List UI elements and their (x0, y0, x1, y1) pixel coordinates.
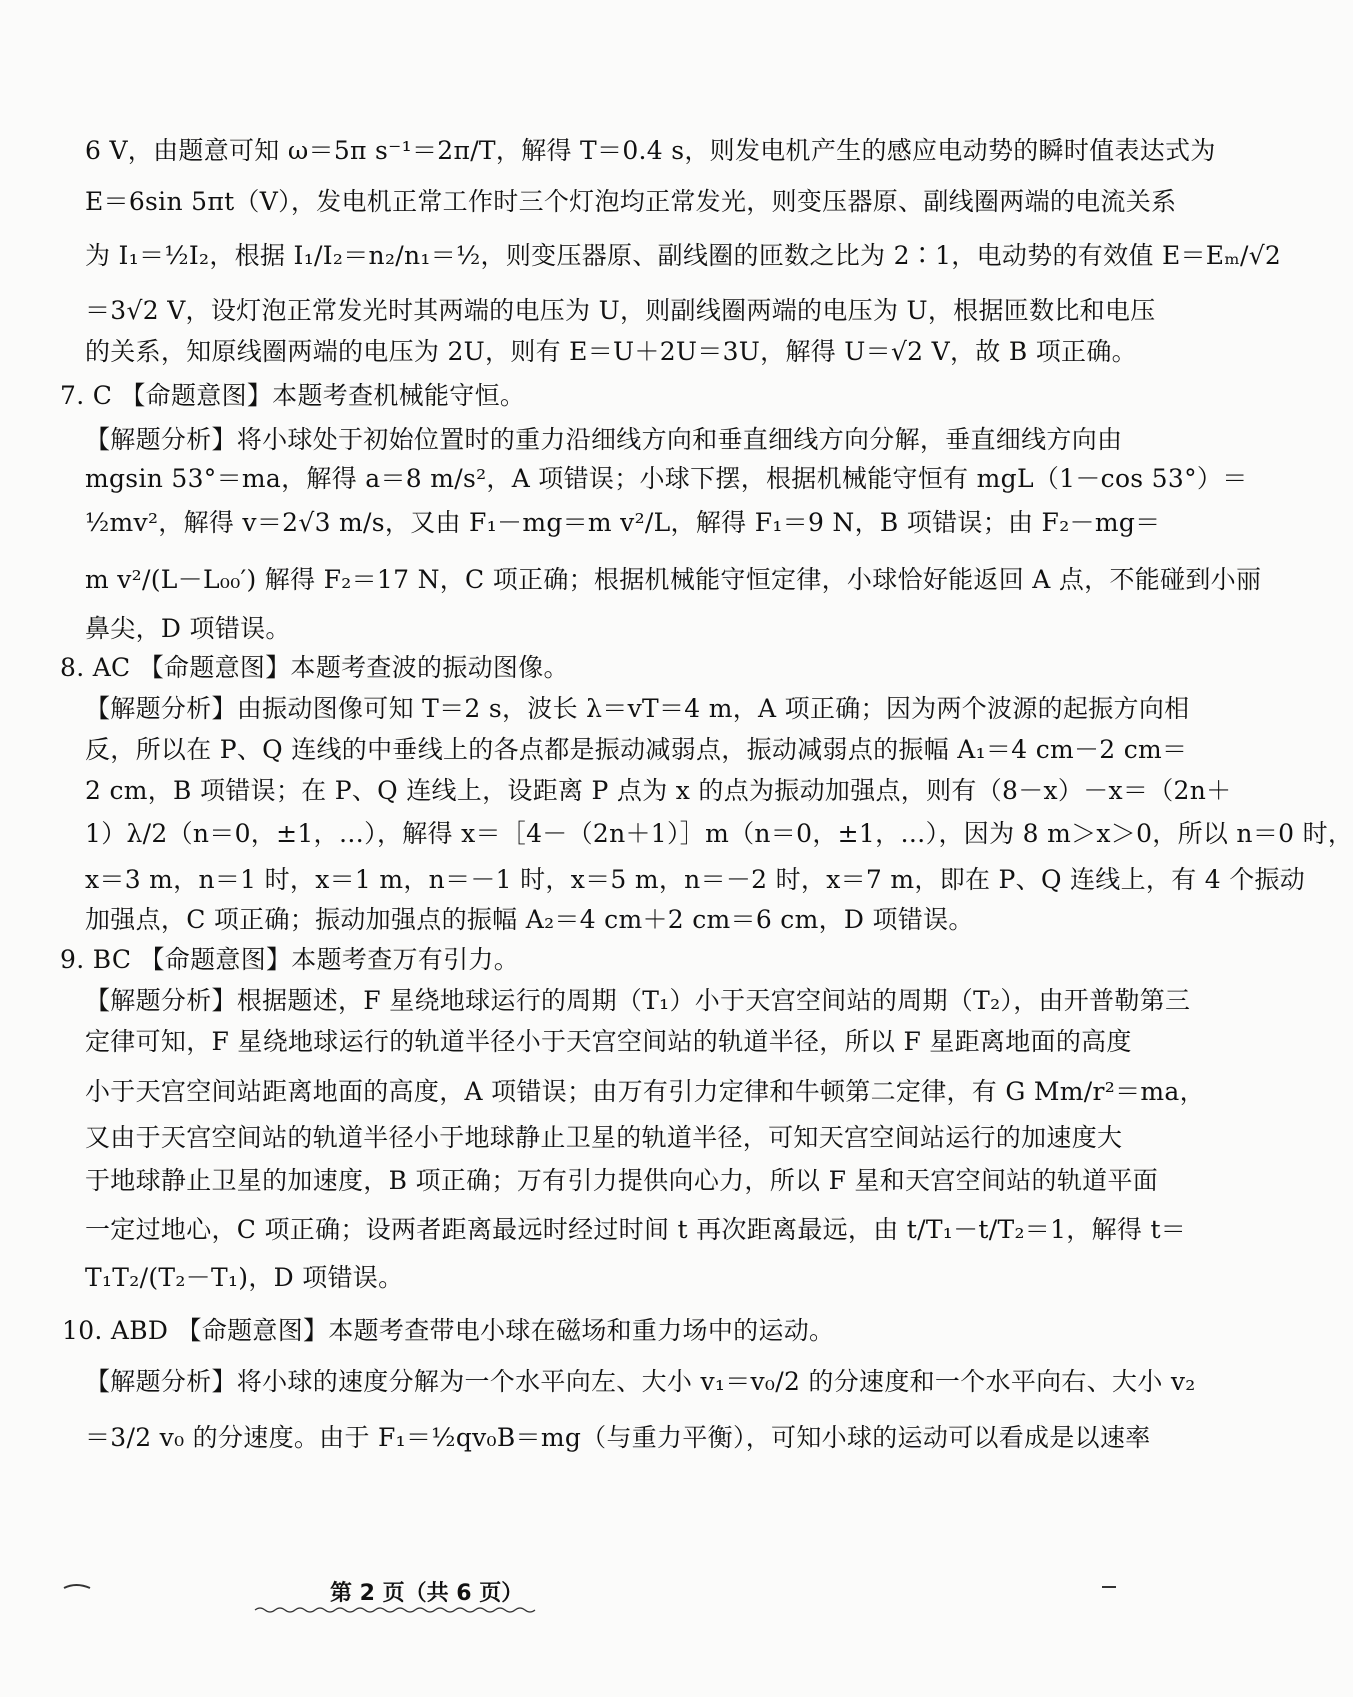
text-line: 【解题分析】由振动图像可知 T＝2 s，波长 λ＝vT＝4 m，A 项正确；因为两个波源的起振方向相 (85, 694, 1190, 723)
question-heading: 10. ABD 【命题意图】本题考查带电小球在磁场和重力场中的运动。 (62, 1316, 835, 1345)
text-line: 反，所以在 P、Q 连线的中垂线上的各点都是振动减弱点，振动减弱点的振幅 A₁＝4 cm－2 cm＝ (85, 735, 1188, 764)
scan-mark-right (1100, 1582, 1120, 1592)
text-line: 为 I₁＝½I₂，根据 I₁/I₂＝n₂/n₁＝½，则变压器原、副线圈的匝数之比为 2∶1，电动势的有效值 E＝Eₘ/√2 (85, 241, 1282, 270)
text-line: ½mv²，解得 v＝2√3 m/s，又由 F₁－mg＝m v²/L，解得 F₁＝9 N，B 项错误；由 F₂－mg＝ (85, 508, 1161, 537)
wavy-underline (255, 1606, 535, 1614)
text-line: 一定过地心，C 项正确；设两者距离最远时经过时间 t 再次距离最远，由 t/T₁－t/T₂＝1，解得 t＝ (85, 1215, 1187, 1244)
text-line: 的关系，知原线圈两端的电压为 2U，则有 E＝U＋2U＝3U，解得 U＝√2 V，故 B 项正确。 (85, 337, 1137, 366)
text-line: 鼻尖，D 项错误。 (85, 614, 291, 643)
text-line: mgsin 53°＝ma，解得 a＝8 m/s²，A 项错误；小球下摆，根据机械能守恒有 mgL（1－cos 53°）＝ (85, 464, 1248, 493)
text-line: E＝6sin 5πt（V），发电机正常工作时三个灯泡均正常发光，则变压器原、副线圈两端的电流关系 (85, 187, 1177, 216)
text-line: m v²/(L－L₀₀′) 解得 F₂＝17 N，C 项正确；根据机械能守恒定律，小球恰好能返回 A 点，不能碰到小丽 (85, 565, 1262, 594)
question-heading: 8. AC 【命题意图】本题考查波的振动图像。 (60, 653, 569, 682)
text-line: T₁T₂/(T₂－T₁)，D 项错误。 (85, 1263, 404, 1292)
scan-mark-left (62, 1582, 92, 1592)
text-line: ＝3√2 V，设灯泡正常发光时其两端的电压为 U，则副线圈两端的电压为 U，根据匝数比和电压 (85, 296, 1156, 325)
page-number: 第 2 页（共 6 页） (330, 1581, 524, 1606)
text-line: 又由于天宫空间站的轨道半径小于地球静止卫星的轨道半径，可知天宫空间站运行的加速度大 (85, 1123, 1123, 1152)
text-line: x＝3 m，n＝1 时，x＝1 m，n＝－1 时，x＝5 m，n＝－2 时，x＝7 m，即在 P、Q 连线上，有 4 个振动 (85, 865, 1306, 894)
question-heading: 7. C 【命题意图】本题考查机械能守恒。 (60, 381, 526, 410)
text-line: 【解题分析】根据题述，F 星绕地球运行的周期（T₁）小于天宫空间站的周期（T₂），由开普勒第三 (85, 986, 1191, 1015)
text-line: 1）λ/2（n＝0，±1，…），解得 x＝［4－（2n＋1）］m（n＝0，±1，…），因为 8 m＞x＞0，所以 n＝0 时， (85, 819, 1353, 848)
text-line: 加强点，C 项正确；振动加强点的振幅 A₂＝4 cm＋2 cm＝6 cm，D 项错误。 (85, 905, 974, 934)
text-line: 2 cm，B 项错误；在 P、Q 连线上，设距离 P 点为 x 的点为振动加强点，则有（8－x）－x＝（2n＋ (85, 776, 1232, 805)
text-line: 【解题分析】将小球处于初始位置时的重力沿细线方向和垂直细线方向分解，垂直细线方向由 (85, 425, 1123, 454)
text-line: 【解题分析】将小球的速度分解为一个水平向左、大小 v₁＝v₀/2 的分速度和一个水平向右、大小 v₂ (85, 1367, 1196, 1396)
text-line: 小于天宫空间站距离地面的高度，A 项错误；由万有引力定律和牛顿第二定律，有 G Mm/r²＝ma， (85, 1077, 1205, 1106)
text-line: 于地球静止卫星的加速度，B 项正确；万有引力提供向心力，所以 F 星和天宫空间站的轨道平面 (85, 1166, 1159, 1195)
text-line: 定律可知，F 星绕地球运行的轨道半径小于天宫空间站的轨道半径，所以 F 星距离地面的高度 (85, 1027, 1132, 1056)
text-line: 6 V，由题意可知 ω＝5π s⁻¹＝2π/T，解得 T＝0.4 s，则发电机产生的感应电动势的瞬时值表达式为 (85, 136, 1216, 165)
question-heading: 9. BC 【命题意图】本题考查万有引力。 (60, 945, 520, 974)
text-line: ＝3/2 v₀ 的分速度。由于 F₁＝½qv₀B＝mg（与重力平衡），可知小球的运动可以看成是以速率 (85, 1423, 1151, 1452)
